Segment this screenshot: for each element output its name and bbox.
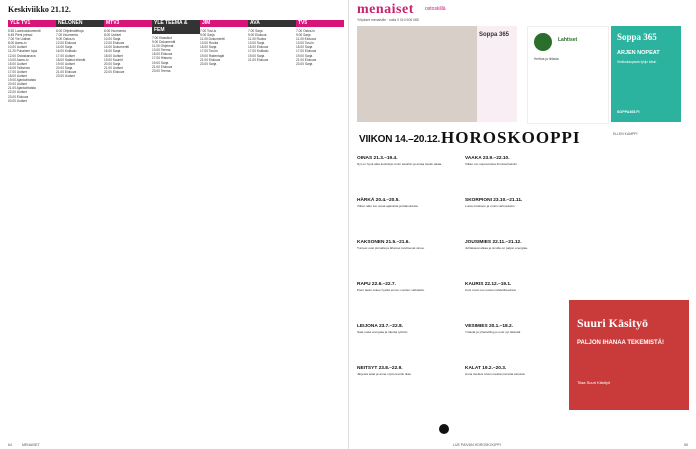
sign-text: Juhlakausi alkaa ja sinulla on paljon energiaa. [465,246,528,250]
program-item: 15.00 Sarja [296,45,313,50]
horoscope-sign [357,156,465,166]
program-item: 13.00 Teema [152,48,171,53]
channel-name: YLE TEEMA & FEM [152,20,200,34]
channel-name: NELONEN [56,20,104,27]
suuri-kasityo-ad[interactable] [569,300,689,410]
sign-text: Ystävät ja yhteisöllisyys ovat nyt tärkeitä. [465,330,522,334]
program-item: 9.00 Elokuva [248,33,267,38]
horoscope-sign [465,198,573,208]
sign-text: Tunteet ovat pinnalla ja läheiset tarvitsevat sinua. [357,246,425,250]
program-item: 15.00 Elokuva [152,52,173,57]
magazine-label: MENAISET [22,443,40,447]
program-item: 12.00 Elokuva [104,41,125,46]
program-item: 21.00 Elokuva [296,57,317,62]
soppa-ad-panel[interactable] [357,26,517,122]
program-item: 19.00 Sarja [152,60,169,65]
page-number-left: 64 [8,443,12,447]
sign-name: RAPU 22.6.–22.7. [357,282,396,287]
lahtiset-logo: Lahtiset [558,37,578,43]
leaf-icon [534,33,552,51]
program-item: 7.00 Sarja [248,29,263,33]
sign-name: KAKSONEN 21.5.–21.6. [357,240,410,245]
date-range: VIIKON 14.–20.12. [359,134,441,145]
horoscope-sign [465,324,573,334]
program-item: 6.00 Huomenta [104,29,126,33]
channel-name: JIM [200,20,248,27]
lahtiset-ad[interactable] [527,26,609,124]
program-item: 17.00 Kotikatu [248,49,269,54]
program-item: 20.00 Sarja [56,65,73,70]
program-item: 7.00 Yle Uutiset [8,37,31,42]
program-item: 14.00 Sarja [56,45,73,50]
sign-name: KAURIS 22.12.–19.1. [465,282,512,287]
program-item: 18.00 Salatut elämät [56,57,86,62]
program-item: 11.00 Elokuva [296,37,316,42]
program-item: 12.00 Ostoskanava [8,53,36,58]
sign-text: Anna itsellesi luvan nauttia pienistä asioista. [465,372,526,376]
sign-text: Saat uutta energiaa ja ideoita työhön. [357,330,409,334]
program-item: 11.20 Punainen tupa [8,49,38,54]
program-item: 00.00 Uutiset [8,98,27,103]
sign-text: Pieni tauko tekee hyvää ennen vuoden vaihdetta. [357,288,425,292]
tv-column [56,17,104,78]
channel-name: AVA [248,20,296,27]
program-item: 16.00 Kotikatu [56,49,77,54]
program-item: 15.00 Elokuva [248,45,269,50]
program-item: 7.00 Ostos-tv [296,29,315,33]
program-item: 13.00 Sarja [248,41,265,46]
tv-column [296,17,344,66]
program-item: 12.00 Elokuva [56,41,77,46]
kasityo-title: Suuri Käsityö [577,316,649,330]
program-item: 23.00 Sarja [296,61,313,66]
author: ELLEN KAMPPI [613,132,638,136]
horoscope-sign [357,240,465,250]
program-item: 20.00 Sarja [104,61,121,66]
program-item: 9.00 Ostos-tv [56,37,75,42]
channel-name: YLE TV1 [8,20,56,27]
sign-text: Viikon alku tuo uusia ajatuksia ja tilaisuuksia. [357,204,419,208]
program-item: 14.00 Dokumentti [104,45,129,50]
program-item: 16.05 Talkshow [8,65,30,70]
program-item: 13.00 Aamu-tv [8,57,29,62]
program-item: 15.00 Uutiset [8,61,27,66]
program-item: 21.00 Elokuva [248,57,269,62]
program-item: 21.00 Elokuva [152,64,173,69]
program-item: 17.00 Tosi-tv [200,49,219,54]
right-page [348,0,696,449]
program-item: 19.00 Sarja [248,53,265,58]
horoscope-sign [465,240,573,250]
program-item: 17.00 Historia [152,56,172,61]
program-item: 21.00 Elokuva [56,69,77,74]
program-item: 23.00 Uutiset [56,74,75,79]
horoscope-sign [357,282,465,292]
horoscope-sign [357,324,465,334]
program-item: 13.00 Ruoka [200,41,219,46]
program-item: 21.00 Elokuva [200,57,221,62]
soppa-logo: Soppa 365 [617,32,657,42]
page-title: Keskiviikko 21.12. [8,5,71,14]
sign-name: VAAKA 23.9.–22.10. [465,156,510,161]
sign-text: Uusi vuosi tuo uusia mahdollisuuksia. [465,288,517,292]
program-item: 21.00 Uutiset [104,65,123,70]
program-item: 19.00 Sarja [296,53,313,58]
horoscope-sign [357,198,465,208]
program-item: 23.00 Sarja [200,61,217,66]
soppa-365-ad[interactable] [611,26,681,122]
program-item: 18.00 Uutiset [8,74,27,79]
program-item: 22.00 Uutiset [8,90,27,95]
program-item: 17.00 Uutiset [56,53,75,58]
program-item: 6.00 Ohjelmatietoja [56,29,84,33]
ad-title: Soppa 365 [479,32,510,38]
lahtiset-sub: Herttua ja hillasta [534,57,559,61]
sign-name: JOUSIMIES 22.11.–21.12. [465,240,522,245]
horoscope-sign [357,366,465,376]
program-item: 5.55 Luontodokumentti [8,29,41,33]
food-photo [357,26,477,122]
program-item: 11.00 Ruoka [248,37,266,42]
program-item: 21.00 Ajankohtaista [8,86,36,91]
program-item: 16.00 Sarja [104,49,121,54]
program-item: 23.00 Teema [152,68,171,73]
horoscope-sign [465,282,573,292]
brand-logo: menaiset [357,2,414,17]
soppa-subline: Verkkokaupasta tyhjin käsin [617,60,657,64]
channel-name: TV5 [296,20,344,27]
program-item: 9.00 Sarja [296,33,311,38]
kasityo-headline: PALJON IHANAA TEKEMISTÄ! [577,340,664,346]
page-number-right: 65 [684,443,688,447]
sign-name: KALAT 19.2.–20.3. [465,366,507,371]
soppa-url[interactable]: SOPPA365.FI [617,110,640,114]
sign-name: NEITSYT 23.8.–22.9. [357,366,403,371]
program-item: 22.00 Elokuva [104,69,125,74]
program-item: 7.00 Huomenta [56,33,78,38]
tv-column [248,17,296,62]
tv-column [152,17,200,73]
sign-name: LEIJONA 23.7.–22.8. [357,324,403,329]
program-item: 11.00 Ohjelmat [152,44,174,49]
kasityo-cta[interactable]: Tilaa Suuri Käsityö [577,380,611,385]
sign-name: VESIMIES 20.1.–18.2. [465,324,513,329]
program-item: 9.00 Dokumentti [152,40,176,45]
program-item: 8.00 Uutiset [104,33,122,38]
program-item: 7.00 Klassikot [152,36,172,40]
program-item: 19.00 Kauniit [104,57,123,62]
sign-text: Viikko tuo sopusointua ihmissuhteisiin. [465,162,518,166]
sign-text: Järjestä asiat ja anna myös levolle tilaa. [357,372,412,376]
program-item: 20.00 Uutiset [8,82,27,87]
tagline: Yritykset menaisille · soita 0 010 606 085 [357,18,419,22]
program-item: 15.00 Sarja [200,45,217,50]
footer-note: LUE PÄIVÄN HOROSKOOPPI [453,443,501,447]
program-item: 17.00 Uutiset [8,69,27,74]
program-item: 7.00 Tosi-tv [200,29,217,33]
program-item: 10.00 Uutiset [8,45,27,50]
program-item: 10.00 Sarja [104,37,121,42]
sign-name: OINAS 21.3.–19.4. [357,156,398,161]
tv-column [200,17,248,66]
soppa-headline: ARJEN NOPEAT [617,50,660,56]
footer-badge-icon [439,424,449,434]
program-item: 6.45 Pieni prinssi [8,33,33,38]
horoscope-sign [465,156,573,166]
sign-text: Nyt on hyvä aika keskittyä omiin asioihin ja antaa itselle aikaa. [357,162,443,166]
program-item: 19.00 Uutiset [56,61,75,66]
program-item: 18.00 Uutiset [104,53,123,58]
tv-column [104,17,152,74]
brand-sub: ostoskillä [425,6,446,12]
program-item: 9.00 Sarja [200,33,215,38]
horoscope-sign [465,366,573,376]
sign-name: SKORPIONI 23.10.–21.11. [465,198,523,203]
program-item: 11.00 Dokumentti [200,37,225,42]
program-item: 8.00 Aamu-tv [8,41,27,46]
program-item: 19.00 Ajankohtaista [8,78,36,83]
program-item: 19.00 Rakentajat [200,53,225,58]
sign-name: HÄRKÄ 20.4.–20.5. [357,198,400,203]
channel-name: MTV3 [104,20,152,27]
program-item: 23.00 Elokuva [8,94,29,99]
program-item: 17.00 Elokuva [296,49,317,54]
sign-text: Luota intuitioon ja omiin vahvuuksiin. [465,204,516,208]
section-title: HOROSKOOPPI [441,128,581,147]
tv-column [8,17,56,103]
program-item: 13.00 Tosi-tv [296,41,315,46]
